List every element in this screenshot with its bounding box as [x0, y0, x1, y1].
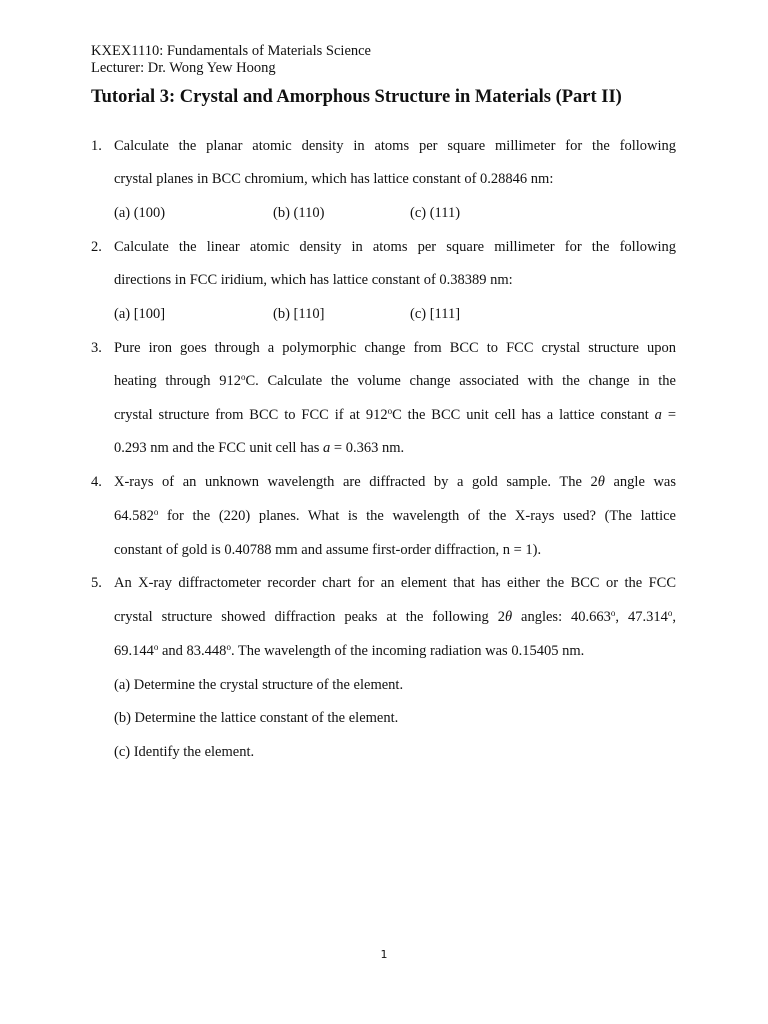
question-text-line: Pure iron goes through a polymorphic change from BCC to FCC crystal structure upon	[114, 340, 676, 356]
theta-symbol: θ	[504, 609, 513, 625]
question-text-line: 0.293 nm and the FCC unit cell has a = 0.363 nm.	[114, 440, 405, 456]
question-text-line: 69.144$^o$ and 83.448$^o$. The wavelength of the incoming radiation was 0.15405 nm.	[114, 642, 585, 659]
tutorial-title: Tutorial 3: Crystal and Amorphous Structure in Materials (Part II)	[91, 87, 622, 107]
variable-a: a	[654, 407, 662, 423]
sub-question-b: (b) Determine the lattice constant of the element.	[114, 710, 399, 726]
question-text-line: Calculate the linear atomic density in atoms per square millimeter for the following	[114, 239, 676, 255]
degree-symbol: o	[610, 608, 616, 618]
question-text-line: crystal structure showed diffraction peaks at the following 2θ angles: 40.663$^o$, 47.314$^o$,	[114, 608, 676, 625]
degree-symbol: o	[226, 642, 231, 652]
sub-question-c: (c) Identify the element.	[114, 744, 255, 760]
variable-a: a	[323, 440, 331, 456]
question-text-line: crystal structure from BCC to FCC if at 912$^o$C the BCC unit cell has a lattice constant a =	[114, 406, 676, 423]
degree-symbol: o	[153, 642, 159, 652]
option-c: (c) (111)	[410, 205, 461, 221]
question-number: 5.	[91, 575, 102, 591]
option-b: (b) (110)	[273, 205, 325, 221]
degree-symbol: o	[387, 406, 393, 416]
degree-symbol: o	[153, 507, 159, 517]
question-text-line: heating through 912$^o$C. Calculate the volume change associated with the change in the	[114, 372, 676, 389]
course-code-title: KXEX1110: Fundamentals of Materials Science	[91, 43, 371, 59]
option-a: (a) [100]	[114, 306, 166, 322]
option-c: (c) [111]	[410, 306, 461, 322]
question-number: 1.	[91, 138, 102, 154]
sub-question-a: (a) Determine the crystal structure of the element.	[114, 677, 404, 693]
question-text-line: 64.582$^o$ for the (220) planes. What is the wavelength of the X-rays used? (The lattice	[114, 507, 676, 524]
degree-symbol: o	[240, 372, 246, 382]
question-text-line: crystal planes in BCC chromium, which has lattice constant of 0.28846 nm:	[114, 171, 554, 187]
theta-symbol: θ	[597, 474, 605, 490]
question-number: 4.	[91, 474, 102, 490]
question-text-line: Calculate the planar atomic density in atoms per square millimeter for the following	[114, 138, 676, 154]
page-number: 1	[380, 948, 388, 961]
option-a: (a) (100)	[114, 205, 166, 221]
question-text-line: X-rays of an unknown wavelength are diffracted by a gold sample. The 2θ angle was	[114, 474, 677, 490]
question-text-line: An X-ray diffractometer recorder chart for an element that has either the BCC or the FCC	[114, 575, 676, 591]
option-b: (b) [110]	[273, 306, 325, 322]
question-text-line: directions in FCC iridium, which has lattice constant of 0.38389 nm:	[114, 272, 513, 288]
lecturer-name: Lecturer: Dr. Wong Yew Hoong	[91, 60, 276, 76]
question-number: 2.	[91, 239, 102, 255]
degree-symbol: o	[667, 608, 673, 618]
question-text-line: constant of gold is 0.40788 mm and assume first-order diffraction, n = 1).	[114, 542, 542, 558]
question-number: 3.	[91, 340, 102, 356]
